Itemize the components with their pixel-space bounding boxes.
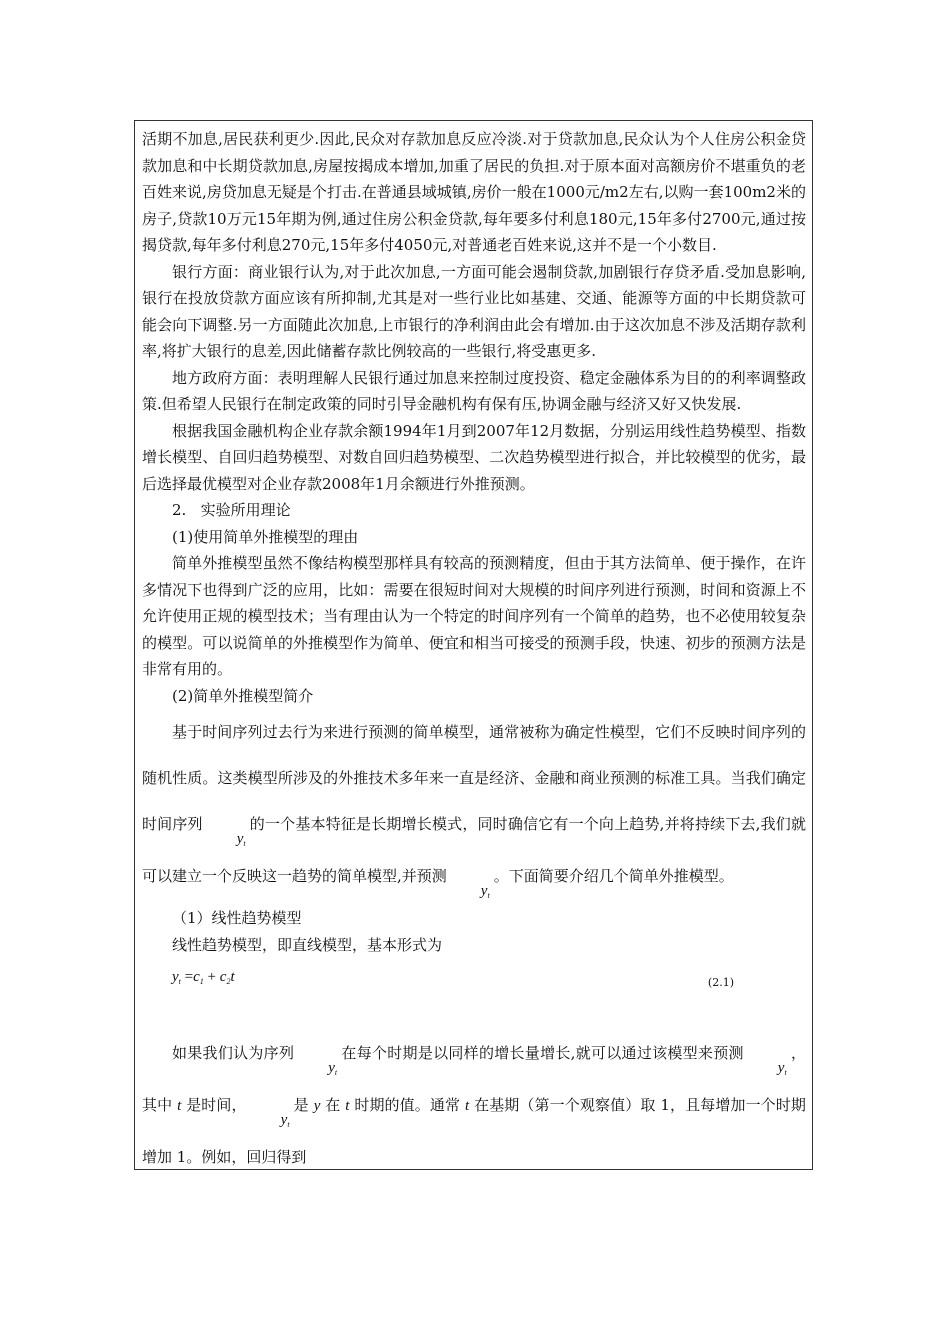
text-run: 。下面简要介绍几个简单外推模型。 — [493, 867, 734, 885]
paragraph-data-description: 根据我国金融机构企业存款余额1994年1月到2007年12月数据，分别运用线性趋势模型、指数增长模型、自回归趋势模型、对数自回归趋势模型、二次趋势模型进行拟合，并比较模型的优劣，最后选择最优模型对企业存款2008年1月余额进行外推预测。 — [142, 421, 806, 493]
yt-symbol: $y_t$ — [777, 1060, 787, 1077]
subheading-reason: (1)使用简单外推模型的理由 — [172, 527, 359, 546]
formula-number: (2.1) — [707, 976, 734, 989]
paragraph-reason: 简单外推模型虽然不像结构模型那样具有较高的预测精度，但由于其方法简单、便于操作，在许多情况下也得到广泛的应用，比如：需要在很短时间对大规模的时间序列进行预测，时间和资源上不允许使用正规的模型技术；当有理由认为一个特定的时间序列有一个简单的趋势，也不必使用较复杂的模型。可以说简单的外推模型作为简单、便宜和相当可接受的预测手段，快速、初步的预测方法是非常有用的。 — [142, 554, 806, 678]
subheading-intro: (2)简单外推模型简介 — [172, 686, 314, 705]
text-run: 在每个时期是以同样的增长量增长,就可以通过该模型来预测 — [341, 1044, 744, 1062]
paragraph-local-government: 地方政府方面：表明理解人民银行通过加息来控制过度投资、稳定金融体系为目的的利率调整政策.但希望人民银行在制定政策的同时引导金融机构有保有压,协调金融与经济又好又快发展. — [142, 368, 806, 413]
text-run: 在基期（第一个观察值）取 — [474, 1096, 656, 1114]
subheading-linear-trend: （1）线性趋势模型 — [172, 909, 302, 927]
t-symbol: t — [465, 1098, 470, 1114]
paragraph-banks: 银行方面：商业银行认为,对于此次加息,一方面可能会遏制贷款,加剧银行存贷矛盾.受加息影响,银行在投放贷款方面应该有所抑制,尤其是对一些行业比如基建、交通、能源等方面的中长期贷款可能会向下调整.另一方面随此次加息,上市银行的净利润由此会有增加.由于这次加息不涉及活期存款利率,将扩大银行的息差,因此储蓄存款比例较高的一些银行,将受惠更多. — [142, 262, 806, 360]
number-one: 1 — [176, 1148, 187, 1166]
number-one: 1 — [660, 1096, 670, 1114]
yt-symbol: $y_t$ — [236, 831, 246, 848]
yt-symbol: $y_t$ — [328, 1060, 338, 1077]
text-run: ， — [790, 1044, 806, 1062]
paragraph-intro — [142, 709, 806, 905]
formula-expression: $y_t =c_1 + c_2t$ — [172, 969, 235, 986]
text-run: 基于时间序列过去行为来进行预测的简单模型，通常被称为确定性模型，它们不反映时间序列的随机性质。这类模型所涉及的外推技术多年来一直是经济、金融和商业预测的标准工具。当我们确定时间序列 — [142, 723, 806, 833]
yt-symbol: $y_t$ — [280, 1112, 290, 1129]
paragraph-deposit-rates: 活期不加息,居民获利更少.因此,民众对存款加息反应冷淡.对于贷款加息,民众认为个人住房公积金贷款加息和中长期贷款加息,房屋按揭成本增加,加重了居民的负担.对于原本面对高额房价不堪重负的老百姓来说,房贷加息无疑是个打击.在普通县域城镇,房价一般在1000元/m2左右,以购一套100m2米的房子,贷款10万元15年期为例,通过住房公积金贷款,每年要多付利息180元,15年多付2700元,通过按揭贷款,每年多付利息270元,15年多付4050元,对普通老百姓来说,这并不是一个小数目. — [142, 130, 806, 254]
paragraph-linear-explanation — [142, 1030, 806, 1180]
paragraph-linear-intro: 线性趋势模型，即直线模型，基本形式为 — [172, 935, 443, 954]
yt-symbol: $y_t$ — [480, 883, 490, 900]
t-symbol: t — [177, 1098, 182, 1114]
text-run: 是 — [293, 1096, 309, 1114]
text-run: 。例如，回归得到 — [186, 1148, 307, 1166]
text-run: 时期的值。通常 — [354, 1096, 461, 1114]
section-heading-theory: 2. 实验所用理论 — [172, 501, 291, 519]
text-run: ，且每增加一个时期增加 — [142, 1096, 806, 1166]
y-symbol: y — [313, 1098, 321, 1114]
text-run: 是时间， — [186, 1096, 247, 1114]
text-run: 在 — [325, 1096, 341, 1114]
t-symbol: t — [345, 1098, 350, 1114]
document-body — [142, 126, 806, 1180]
text-run: 的一个基本特征是长期增长模式，同时确信它有一个向上趋势,并将持续下去,我们就可以建立一个反映这一趋势的简单模型,并预测 — [142, 815, 806, 885]
text-run: 其中 — [142, 1096, 173, 1114]
formula-2-1 — [142, 964, 806, 1000]
text-run: 如果我们认为序列 — [172, 1044, 295, 1062]
